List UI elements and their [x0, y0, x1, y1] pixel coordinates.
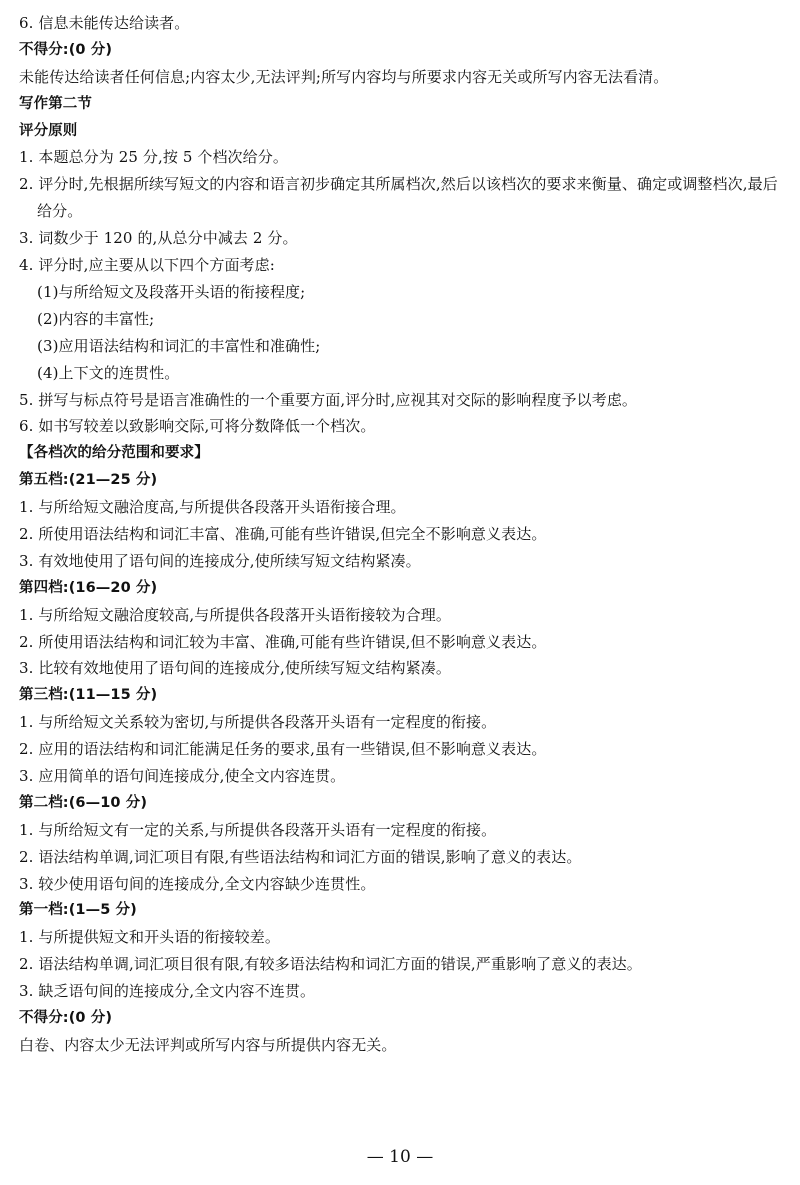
grade-item: 1. 与所给短文融洽度较高,与所提供各段落开头语衔接较为合理。	[19, 605, 451, 624]
principle-item: 3. 词数少于 120 的,从总分中减去 2 分。	[19, 229, 298, 248]
principle-item: 6. 如书写较差以致影响交际,可将分数降低一个档次。	[19, 417, 376, 436]
grade-heading: 第四档:(16—20 分)	[19, 579, 158, 596]
grade-heading: 第二档:(6—10 分)	[19, 794, 148, 811]
principle-item: 1. 本题总分为 25 分,按 5 个档次给分。	[19, 148, 288, 167]
grade-item: 2. 应用的语法结构和词汇能满足任务的要求,虽有一些错误,但不影响意义表达。	[19, 740, 547, 759]
grade-description: 白卷、内容太少无法评判或所写内容与所提供内容无关。	[19, 1035, 397, 1054]
principle-item: 2. 评分时,先根据所续写短文的内容和语言初步确定其所属档次,然后以该档次的要求来衡量、确定或调整档次,最后给分。	[19, 175, 778, 221]
bracket-heading: 【各档次的给分范围和要求】	[19, 445, 209, 462]
grade-description: 未能传达给读者任何信息;内容太少,无法评判;所写内容均与所要求内容无关或所写内容无法看清。	[19, 67, 669, 86]
grade-heading: 第三档:(11—15 分)	[19, 687, 158, 704]
subsection-heading: 评分原则	[19, 122, 78, 139]
grade-item: 2. 所使用语法结构和词汇丰富、准确,可能有些许错误,但完全不影响意义表达。	[19, 524, 547, 543]
grade-heading: 不得分:(0 分)	[19, 41, 113, 58]
grade-item: 3. 缺乏语句间的连接成分,全文内容不连贯。	[19, 982, 316, 1001]
grade-item: 1. 与所给短文有一定的关系,与所提供各段落开头语有一定程度的衔接。	[19, 820, 497, 839]
principle-subitem: (2)内容的丰富性;	[37, 309, 155, 328]
grade-item: 2. 语法结构单调,词汇项目很有限,有较多语法结构和词汇方面的错误,严重影响了意义的表达。	[19, 955, 642, 974]
grade-item: 3. 应用简单的语句间连接成分,使全文内容连贯。	[19, 766, 346, 785]
grade-item: 3. 较少使用语句间的连接成分,全文内容缺少连贯性。	[19, 874, 376, 893]
grade-item: 2. 所使用语法结构和词汇较为丰富、准确,可能有些许错误,但不影响意义表达。	[19, 632, 547, 651]
principle-subitem: (1)与所给短文及段落开头语的衔接程度;	[37, 282, 306, 301]
grade-item: 3. 有效地使用了语句间的连接成分,使所续写短文结构紧凑。	[19, 551, 421, 570]
principle-subitem: (3)应用语法结构和词汇的丰富性和准确性;	[37, 336, 321, 355]
page-number: — 10 —	[366, 1147, 434, 1167]
grade-item: 2. 语法结构单调,词汇项目有限,有些语法结构和词汇方面的错误,影响了意义的表达。	[19, 847, 582, 866]
principle-item: 5. 拼写与标点符号是语言准确性的一个重要方面,评分时,应视其对交际的影响程度予以考虑。	[19, 390, 638, 409]
criterion-line: 6. 信息未能传达给读者。	[19, 14, 190, 32]
grade-item: 3. 比较有效地使用了语句间的连接成分,使所续写短文结构紧凑。	[19, 659, 451, 678]
grade-heading: 第一档:(1—5 分)	[19, 902, 137, 919]
section-heading: 写作第二节	[19, 95, 92, 112]
principle-subitem: (4)上下文的连贯性。	[37, 363, 180, 382]
grade-item: 1. 与所给短文融洽度高,与所提供各段落开头语衔接合理。	[19, 498, 406, 517]
grade-heading: 第五档:(21—25 分)	[19, 472, 158, 489]
principle-item: 4. 评分时,应主要从以下四个方面考虑:	[19, 256, 275, 275]
grade-item: 1. 与所提供短文和开头语的衔接较差。	[19, 928, 280, 947]
grade-item: 1. 与所给短文关系较为密切,与所提供各段落开头语有一定程度的衔接。	[19, 713, 497, 732]
grade-heading: 不得分:(0 分)	[19, 1009, 113, 1026]
document-body	[19, 10, 789, 1059]
